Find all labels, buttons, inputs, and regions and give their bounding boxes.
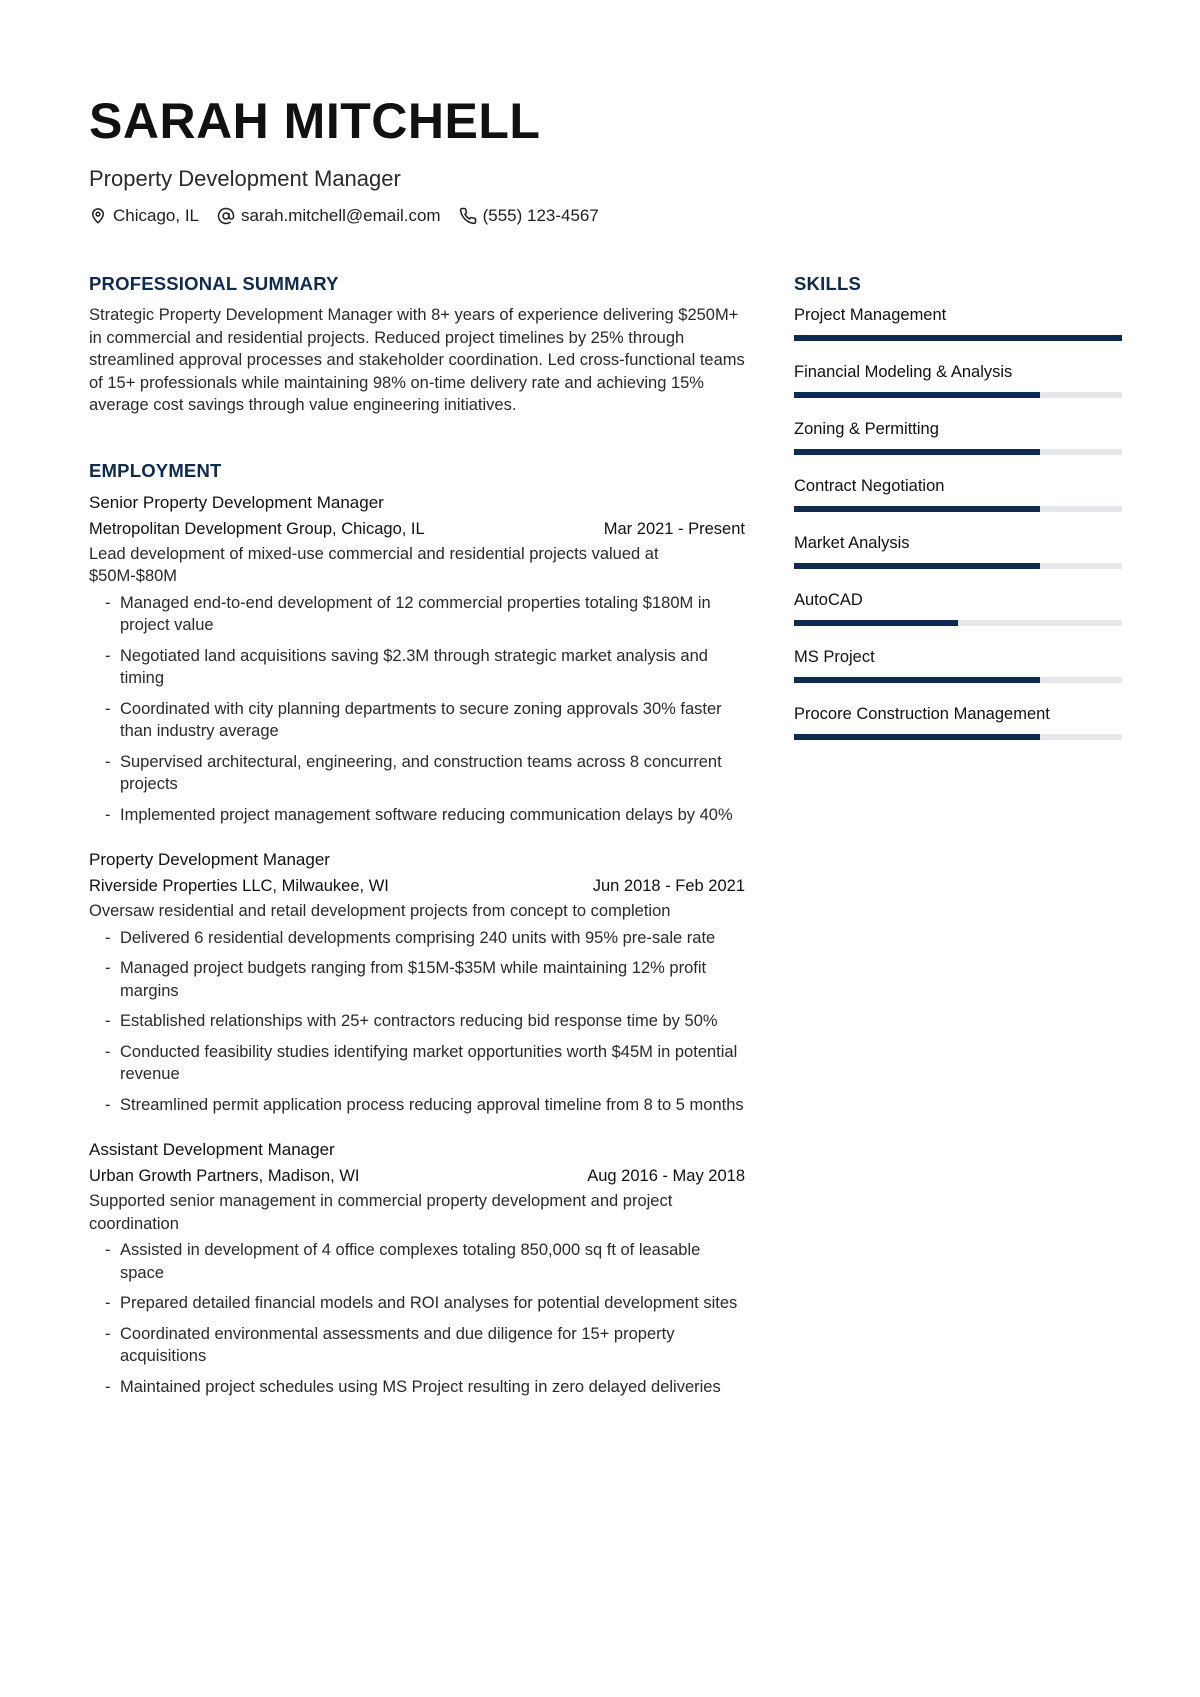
job-entry — [89, 1138, 745, 1398]
bullet-item: - Coordinated with city planning departments to secure zoning approvals 30% faster than industry average — [89, 698, 745, 743]
skill-label: AutoCAD — [794, 591, 863, 609]
skill-level-bar — [794, 506, 1122, 512]
job-description: Supported senior management in commercial property development and project coordination — [89, 1192, 673, 1233]
employment-heading: EMPLOYMENT — [89, 459, 222, 481]
job-dates: Aug 2016 - May 2018 — [587, 1167, 745, 1185]
summary-heading: PROFESSIONAL SUMMARY — [89, 273, 339, 294]
job-dates: Jun 2018 - Feb 2021 — [592, 877, 745, 895]
job-bullets — [89, 592, 745, 827]
job-company: Riverside Properties LLC, Milwaukee, WI — [89, 877, 389, 895]
phone-text: (555) 123-4567 — [482, 206, 599, 225]
bullet-item: - Conducted feasibility studies identifying market opportunities worth $45M in potential revenue — [89, 1041, 745, 1086]
skill-level-fill — [794, 506, 1040, 512]
job-company: Metropolitan Development Group, Chicago, IL — [89, 519, 425, 538]
skill-level-bar — [794, 677, 1122, 683]
skill-label: Market Analysis — [794, 534, 910, 552]
skill-level-bar — [794, 392, 1122, 398]
job-title: Property Development Manager — [89, 850, 330, 869]
at-sign-icon — [217, 207, 235, 225]
job-meta — [89, 1164, 745, 1188]
skill-label: MS Project — [794, 648, 875, 666]
skill-label: Procore Construction Management — [794, 705, 1050, 723]
job-dates: Mar 2021 - Present — [603, 519, 745, 538]
resume-header — [89, 90, 1109, 226]
skill-item — [794, 475, 1122, 512]
skill-level-bar — [794, 335, 1122, 341]
skill-item — [794, 703, 1122, 740]
map-pin-icon — [89, 207, 107, 225]
skill-level-fill — [794, 677, 1040, 683]
bullet-item: - Prepared detailed financial models and ROI analyses for potential development sites — [89, 1292, 745, 1315]
location-text: Chicago, IL — [113, 206, 199, 225]
skill-level-fill — [794, 449, 1040, 455]
skill-level-fill — [794, 563, 1040, 569]
phone-icon — [459, 207, 477, 225]
job-meta — [89, 874, 745, 898]
skill-level-fill — [794, 734, 1040, 740]
contact-info — [89, 206, 1109, 226]
candidate-name: SARAH MITCHELL — [89, 93, 541, 149]
job-entry — [89, 491, 745, 827]
skill-label: Project Management — [794, 306, 947, 324]
skills-heading: SKILLS — [794, 273, 861, 294]
skill-level-fill — [794, 392, 1040, 398]
main-column — [89, 272, 745, 1420]
job-description: Oversaw residential and retail development projects from concept to completion — [89, 902, 671, 920]
job-title: Assistant Development Manager — [89, 1140, 335, 1159]
candidate-title: Property Development Manager — [89, 166, 401, 191]
skill-level-bar — [794, 563, 1122, 569]
skill-label: Zoning & Permitting — [794, 420, 939, 438]
bullet-item: - Negotiated land acquisitions saving $2.3M through strategic market analysis and timing — [89, 645, 745, 690]
employment-section — [89, 459, 745, 1399]
skill-item — [794, 532, 1122, 569]
bullet-item: - Delivered 6 residential developments comprising 240 units with 95% pre-sale rate — [89, 927, 745, 950]
sidebar-column — [794, 272, 1122, 760]
job-bullets — [89, 1239, 745, 1398]
email-text: sarah.mitchell@email.com — [241, 206, 441, 225]
skill-item — [794, 646, 1122, 683]
job-title: Senior Property Development Manager — [89, 492, 384, 512]
job-bullets — [89, 927, 745, 1117]
skill-label: Contract Negotiation — [794, 477, 945, 495]
skill-item — [794, 304, 1122, 341]
bullet-item: - Established relationships with 25+ contractors reducing bid response time by 50% — [89, 1010, 745, 1033]
skill-level-bar — [794, 734, 1122, 740]
contact-email — [217, 206, 441, 226]
skill-level-bar — [794, 620, 1122, 626]
skill-item — [794, 589, 1122, 626]
bullet-item: - Managed end-to-end development of 12 commercial properties totaling $180M in project value — [89, 592, 745, 637]
job-company: Urban Growth Partners, Madison, WI — [89, 1167, 360, 1185]
contact-phone — [459, 206, 599, 226]
job-entry — [89, 848, 745, 1116]
skill-level-bar — [794, 449, 1122, 455]
bullet-item: - Maintained project schedules using MS Project resulting in zero delayed deliveries — [89, 1376, 745, 1399]
skill-level-fill — [794, 620, 958, 626]
bullet-item: - Assisted in development of 4 office complexes totaling 850,000 sq ft of leasable space — [89, 1239, 745, 1284]
skill-label: Financial Modeling & Analysis — [794, 363, 1013, 381]
summary-text: Strategic Property Development Manager with 8+ years of experience delivering $250M+ in commercial and residential projects. Reduced project timelines by 25% through streamlined approval processes and stakeholder coordination. Led cross-functional teams of 15+ professionals while maintaining 98% on-time delivery rate and achieving 15% average cost savings through value engineering initiatives. — [89, 306, 745, 414]
skill-level-fill — [794, 335, 1122, 341]
bullet-item: - Coordinated environmental assessments and due diligence for 15+ property acquisitions — [89, 1323, 745, 1368]
bullet-item: - Managed project budgets ranging from $15M-$35M while maintaining 12% profit margins — [89, 957, 745, 1002]
bullet-item: - Streamlined permit application process reducing approval timeline from 8 to 5 months — [89, 1094, 745, 1117]
bullet-item: - Implemented project management software reducing communication delays by 40% — [89, 804, 745, 827]
bullet-item: - Supervised architectural, engineering, and construction teams across 8 concurrent projects — [89, 751, 745, 796]
contact-location — [89, 206, 199, 226]
skill-item — [794, 418, 1122, 455]
summary-section — [89, 272, 745, 417]
skill-item — [794, 361, 1122, 398]
job-meta — [89, 517, 745, 541]
job-description: Lead development of mixed-use commercial and residential projects valued at $50M-$80M — [89, 544, 659, 585]
